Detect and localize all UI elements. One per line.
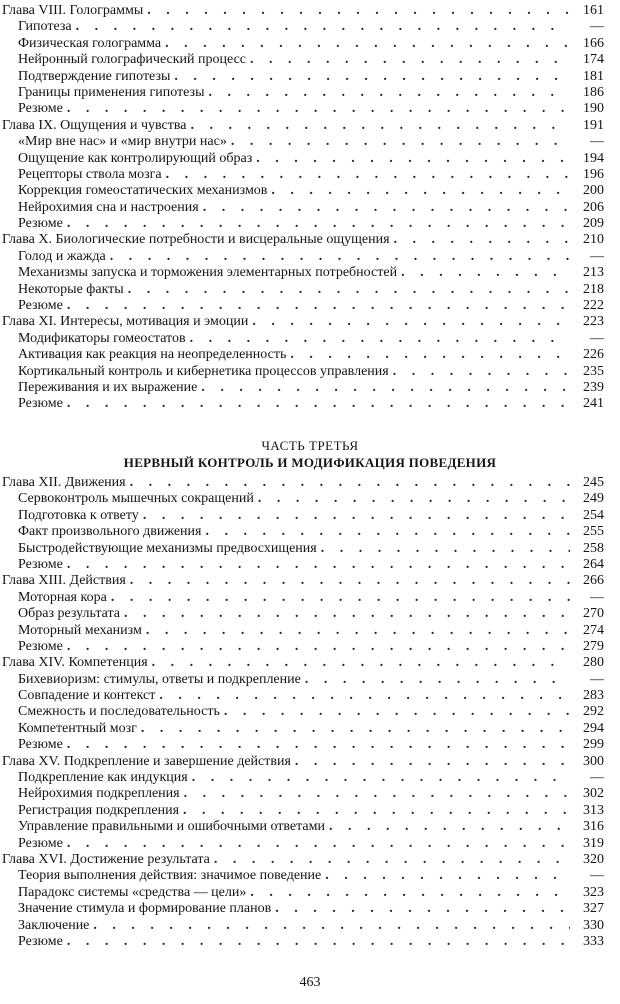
entry-title: Резюме (18, 835, 63, 851)
entry-page-number: 299 (583, 737, 604, 753)
dot-leader (250, 885, 570, 901)
part-title: НЕРВНЫЙ КОНТРОЛЬ И МОДИФИКАЦИЯ ПОВЕДЕНИЯ (123, 455, 497, 470)
toc-section-entry (0, 101, 620, 117)
dot-leader (290, 347, 570, 363)
entry-title: Глава X. Биологические потребности и висцеральные ощущения (2, 232, 390, 248)
dot-leader (192, 770, 570, 786)
entry-page-number: 194 (583, 150, 604, 166)
entry-page-number: 226 (583, 347, 604, 363)
entry-page-number: 270 (583, 606, 604, 622)
entry-title: Резюме (18, 101, 63, 117)
toc-section-entry (0, 151, 620, 167)
toc-chapter-entry (0, 573, 620, 589)
part-label: ЧАСТЬ ТРЕТЬЯ (261, 438, 359, 453)
toc-section-entry (0, 167, 620, 183)
entry-title: Парадокс системы «средства — цели» (18, 884, 247, 900)
entry-page-number: 191 (583, 117, 604, 133)
entry-title: Резюме (18, 556, 63, 572)
dot-leader (295, 754, 570, 770)
page-number: 463 (299, 975, 321, 990)
toc-section-entry (0, 721, 620, 737)
toc-section-entry (0, 524, 620, 540)
toc-section-entry (0, 934, 620, 950)
toc-section-entry (0, 836, 620, 852)
entry-page-number: 213 (583, 265, 604, 281)
toc-list-bottom (0, 475, 620, 950)
entry-title: Теория выполнения действия: значимое поведение (18, 868, 322, 884)
entry-page-number: 313 (583, 802, 604, 818)
dot-leader (231, 134, 570, 150)
toc-section-entry (0, 688, 620, 704)
entry-title: Бихевиоризм: стимулы, ответы и подкрепление (18, 671, 301, 687)
entry-page-number: — (590, 248, 604, 264)
dot-leader (143, 508, 570, 524)
toc-section-entry (0, 901, 620, 917)
toc-section-entry (0, 183, 620, 199)
dot-leader (183, 803, 570, 819)
dot-leader (130, 573, 570, 589)
entry-page-number: 161 (583, 3, 604, 18)
toc-section-entry (0, 380, 620, 396)
entry-page-number: 210 (583, 232, 604, 248)
entry-page-number: 264 (583, 556, 604, 572)
toc-section-entry (0, 918, 620, 934)
toc-section-entry (0, 364, 620, 380)
dot-leader (329, 819, 570, 835)
dot-leader (214, 852, 570, 868)
dot-leader (67, 216, 570, 232)
entry-title: Управление правильными и ошибочными ответами (18, 819, 325, 835)
toc-list-top (0, 3, 620, 413)
toc-section-entry (0, 249, 620, 265)
entry-page-number: — (590, 770, 604, 786)
dot-leader (128, 282, 570, 298)
toc-chapter-entry (0, 3, 620, 19)
entry-page-number: 249 (583, 491, 604, 507)
toc-section-entry (0, 623, 620, 639)
entry-page-number: — (590, 134, 604, 150)
dot-leader (205, 524, 570, 540)
entry-page-number: 302 (583, 786, 604, 802)
toc-section-entry (0, 770, 620, 786)
entry-title: Рецепторы ствола мозга (18, 166, 162, 182)
entry-title: Образ результата (18, 606, 120, 622)
toc-chapter-entry (0, 232, 620, 248)
dot-leader (256, 151, 570, 167)
entry-title: Активация как реакция на неопределенность (18, 347, 287, 363)
entry-page-number: 327 (583, 901, 604, 917)
dot-leader (141, 721, 570, 737)
entry-title: Границы применения гипотезы (18, 84, 205, 100)
dot-leader (305, 672, 570, 688)
entry-page-number: 254 (583, 507, 604, 523)
toc-section-entry (0, 868, 620, 884)
entry-page-number: 279 (583, 638, 604, 654)
dot-leader (67, 557, 570, 573)
entry-page-number: — (590, 671, 604, 687)
toc-section-entry (0, 590, 620, 606)
entry-title: Компетентный мозг (18, 720, 137, 736)
toc-section-entry (0, 396, 620, 412)
entry-title: Моторная кора (18, 589, 107, 605)
dot-leader (325, 868, 570, 884)
dot-leader (258, 491, 570, 507)
dot-leader (401, 265, 570, 281)
entry-page-number: — (590, 19, 604, 35)
entry-title: Резюме (18, 298, 63, 314)
entry-page-number: 280 (583, 655, 604, 671)
entry-title: «Мир вне нас» и «мир внутри нас» (18, 134, 227, 150)
entry-title: Заключение (18, 917, 90, 933)
entry-page-number: — (590, 589, 604, 605)
entry-page-number: 283 (583, 688, 604, 704)
toc-section-entry (0, 606, 620, 622)
entry-title: Глава VIII. Голограммы (2, 3, 144, 18)
toc-section-entry (0, 134, 620, 150)
entry-page-number: — (590, 330, 604, 346)
dot-leader (67, 934, 570, 950)
dot-leader (321, 541, 570, 557)
toc-section-entry (0, 885, 620, 901)
entry-title: Ощущение как контролирующий образ (18, 150, 253, 166)
entry-page-number: 239 (583, 379, 604, 395)
dot-leader (67, 396, 570, 412)
entry-title: Резюме (18, 216, 63, 232)
dot-leader (110, 249, 570, 265)
toc-chapter-entry (0, 314, 620, 330)
toc-section-entry (0, 639, 620, 655)
dot-leader (159, 688, 570, 704)
entry-page-number: 319 (583, 835, 604, 851)
entry-page-number: 323 (583, 884, 604, 900)
entry-title: Нейронный голографический процесс (18, 52, 246, 68)
entry-title: Гипотеза (18, 19, 72, 35)
entry-page-number: 196 (583, 166, 604, 182)
entry-page-number: 255 (583, 524, 604, 540)
entry-title: Глава XII. Движения (2, 475, 126, 490)
toc-section-entry (0, 69, 620, 85)
toc-chapter-entry (0, 754, 620, 770)
dot-leader (111, 590, 570, 606)
dot-leader (76, 19, 570, 35)
entry-title: Глава XI. Интересы, мотивация и эмоции (2, 314, 249, 330)
toc-section-entry (0, 200, 620, 216)
entry-page-number: 186 (583, 84, 604, 100)
dot-leader (152, 655, 570, 671)
dot-leader (67, 737, 570, 753)
entry-page-number: 223 (583, 314, 604, 330)
toc-section-entry (0, 265, 620, 281)
toc-section-entry (0, 19, 620, 35)
toc-section-entry (0, 347, 620, 363)
entry-title: Глава XVI. Достижение результата (2, 851, 210, 867)
entry-title: Модификаторы гомеостатов (18, 330, 186, 346)
dot-leader (147, 3, 570, 19)
entry-title: Подготовка к ответу (18, 507, 139, 523)
toc-section-entry (0, 282, 620, 298)
dot-leader (184, 786, 570, 802)
dot-leader (393, 364, 570, 380)
entry-page-number: 294 (583, 720, 604, 736)
entry-page-number: — (590, 868, 604, 884)
toc-section-entry (0, 557, 620, 573)
entry-title: Резюме (18, 638, 63, 654)
dot-leader (165, 36, 570, 52)
entry-title: Механизмы запуска и торможения элементарных потребностей (18, 265, 398, 281)
dot-leader (130, 475, 570, 491)
entry-page-number: 266 (583, 573, 604, 589)
dot-leader (67, 639, 570, 655)
entry-page-number: 245 (583, 475, 604, 490)
toc-section-entry (0, 541, 620, 557)
entry-page-number: 190 (583, 101, 604, 117)
dot-leader (224, 704, 570, 720)
dot-leader (250, 52, 570, 68)
entry-title: Резюме (18, 396, 63, 412)
dot-leader (190, 331, 570, 347)
entry-page-number: 274 (583, 622, 604, 638)
dot-leader (252, 314, 570, 330)
entry-page-number: 258 (583, 540, 604, 556)
toc-section-entry (0, 331, 620, 347)
entry-page-number: 241 (583, 396, 604, 412)
entry-title: Глава XIV. Компетенция (2, 655, 148, 671)
entry-title: Коррекция гомеостатических механизмов (18, 183, 268, 199)
dot-leader (191, 118, 571, 134)
toc-section-entry (0, 704, 620, 720)
entry-title: Нейрохимия подкрепления (18, 786, 180, 802)
toc-section-entry (0, 508, 620, 524)
dot-leader (67, 836, 570, 852)
entry-page-number: 218 (583, 281, 604, 297)
toc-section-entry (0, 819, 620, 835)
entry-title: Быстродействующие механизмы предвосхищения (18, 540, 317, 556)
entry-title: Голод и жажда (18, 248, 106, 264)
entry-title: Факт произвольного движения (18, 524, 202, 540)
toc-section-entry (0, 52, 620, 68)
entry-page-number: 300 (583, 753, 604, 769)
toc-section-entry (0, 786, 620, 802)
toc-chapter-entry (0, 118, 620, 134)
toc-chapter-entry (0, 852, 620, 868)
toc-chapter-entry (0, 475, 620, 491)
toc-section-entry (0, 672, 620, 688)
entry-title: Переживания и их выражение (18, 379, 198, 395)
dot-leader (201, 380, 570, 396)
entry-page-number: 316 (583, 819, 604, 835)
entry-title: Регистрация подкрепления (18, 802, 180, 818)
entry-page-number: 330 (583, 917, 604, 933)
toc-section-entry (0, 36, 620, 52)
dot-leader (394, 232, 570, 248)
entry-title: Глава XIII. Действия (2, 573, 126, 589)
toc-section-entry (0, 491, 620, 507)
entry-title: Резюме (18, 737, 63, 753)
dot-leader (67, 298, 570, 314)
dot-leader (124, 606, 570, 622)
entry-page-number: 333 (583, 933, 604, 949)
entry-title: Глава XV. Подкрепление и завершение действия (2, 753, 291, 769)
toc-section-entry (0, 298, 620, 314)
dot-leader (271, 183, 570, 199)
dot-leader (208, 85, 570, 101)
toc-section-entry (0, 737, 620, 753)
toc-section-entry (0, 216, 620, 232)
toc-chapter-entry (0, 655, 620, 671)
dot-leader (174, 69, 570, 85)
entry-page-number: 209 (583, 216, 604, 232)
entry-title: Некоторые факты (18, 281, 124, 297)
entry-title: Физическая голограмма (18, 35, 162, 51)
toc-section-entry (0, 85, 620, 101)
entry-page-number: 181 (583, 68, 604, 84)
dot-leader (203, 200, 570, 216)
entry-title: Резюме (18, 933, 63, 949)
entry-title: Смежность и последовательность (18, 704, 220, 720)
dot-leader (93, 918, 570, 934)
entry-title: Значение стимула и формирование планов (18, 901, 272, 917)
entry-title: Глава IX. Ощущения и чувства (2, 117, 187, 133)
dot-leader (166, 167, 570, 183)
entry-page-number: 222 (583, 298, 604, 314)
entry-title: Подкрепление как индукция (18, 770, 188, 786)
entry-title: Сервоконтроль мышечных сокращений (18, 491, 254, 507)
entry-page-number: 206 (583, 199, 604, 215)
dot-leader (146, 623, 570, 639)
toc-section-entry (0, 803, 620, 819)
entry-page-number: 235 (583, 363, 604, 379)
entry-title: Совпадение и контекст (18, 688, 156, 704)
entry-page-number: 166 (583, 35, 604, 51)
entry-page-number: 292 (583, 704, 604, 720)
entry-title: Моторный механизм (18, 622, 142, 638)
dot-leader (67, 101, 570, 117)
entry-title: Кортикальный контроль и кибернетика процессов управления (18, 363, 389, 379)
dot-leader (275, 901, 570, 917)
entry-title: Подтверждение гипотезы (18, 68, 171, 84)
entry-title: Нейрохимия сна и настроения (18, 199, 199, 215)
entry-page-number: 320 (583, 851, 604, 867)
entry-page-number: 174 (583, 52, 604, 68)
entry-page-number: 200 (583, 183, 604, 199)
